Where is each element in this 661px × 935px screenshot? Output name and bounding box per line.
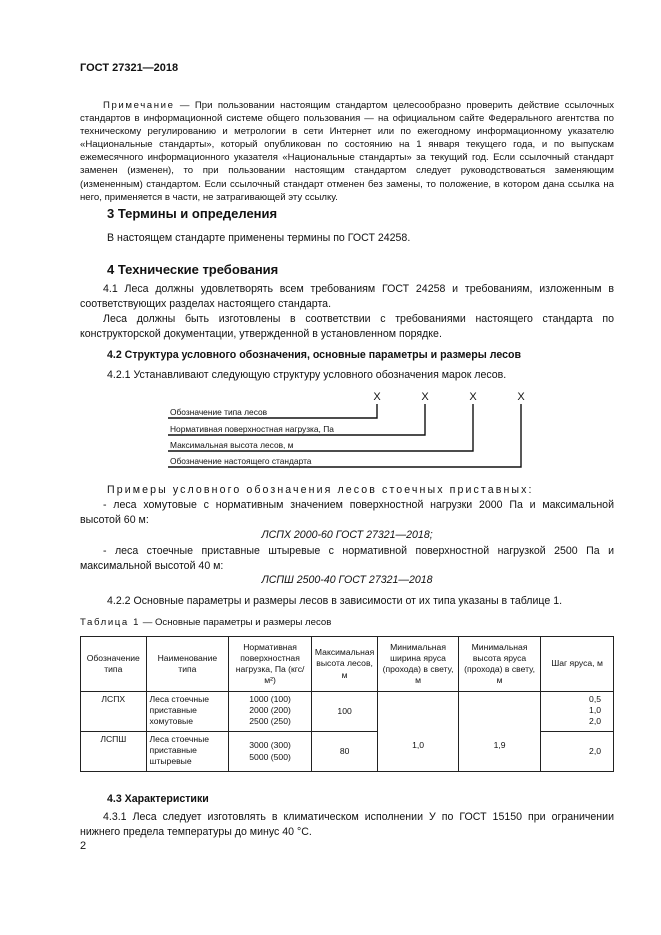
paragraph-4-1-b: Леса должны быть изготовлены в соответствии с требованиями настоящего стандарта по конструкторской документации, утвержденной в установленном порядке. [80, 313, 614, 340]
header-min-width: Минимальная ширина яруса (прохода) в свету, м [378, 637, 459, 692]
designation-structure-diagram [160, 388, 540, 473]
example-2-text: - леса стоечные приставные штыревые с нормативной поверхностной нагрузкой 2500 Па и максимальной высотой 40 м: [80, 545, 614, 572]
table-caption-text: — Основные параметры и размеры лесов [140, 617, 332, 628]
cell-load: 3000 (300) 5000 (500) [229, 732, 312, 772]
examples-title: Примеры условного обозначения лесов стоечных приставных: [107, 484, 534, 496]
header-max-height: Максимальная высота лесов, м [311, 637, 377, 692]
diagram-label-standard: Обозначение настоящего стандарта [170, 456, 312, 466]
section-4-title: 4 Технические требования [107, 262, 279, 277]
header-name: Наименование типа [146, 637, 229, 692]
table-caption [80, 617, 331, 628]
table-row [81, 692, 614, 732]
designation-mark-2: Х [421, 391, 429, 403]
subsection-4-3-title: 4.3 Характеристики [107, 793, 209, 805]
example-1-text: - леса хомутовые с нормативным значением поверхностной нагрузки 2000 Па и максимальной высотой 60 м: [80, 499, 614, 526]
example-2-code: ЛСПШ 2500-40 ГОСТ 27321—2018 [261, 574, 433, 586]
cell-name: Леса стоечные приставные хомутовые [146, 692, 229, 732]
cell-tier-step: 0,5 1,0 2,0 [541, 692, 614, 732]
diagram-label-height: Максимальная высота лесов, м [170, 440, 294, 450]
section-3-title: 3 Термины и определения [107, 206, 278, 221]
paragraph-4-3-1: 4.3.1 Леса следует изготовлять в климатическом исполнении У по ГОСТ 15150 при ограничении нижнего предела температуры до минус 40 °С. [80, 811, 614, 838]
cell-max-height: 100 [311, 692, 377, 732]
cell-max-height: 80 [311, 732, 377, 772]
page-number: 2 [80, 840, 87, 852]
diagram-label-type: Обозначение типа лесов [170, 407, 268, 417]
cell-type: ЛСПШ [81, 732, 147, 772]
header-type: Обозначение типа [81, 637, 147, 692]
designation-mark-3: Х [469, 391, 477, 403]
header-tier-step: Шаг яруса, м [541, 637, 614, 692]
designation-mark-4: Х [517, 391, 525, 403]
paragraph-4-2-2: 4.2.2 Основные параметры и размеры лесов в зависимости от их типа указаны в таблице 1. [107, 595, 563, 607]
designation-mark-1: Х [373, 391, 381, 403]
table-header-row [81, 637, 614, 692]
section-3-text: В настоящем стандарте применены термины по ГОСТ 24258. [107, 232, 411, 244]
cell-load: 1000 (100) 2000 (200) 2500 (250) [229, 692, 312, 732]
reference-note [80, 99, 614, 204]
document-header: ГОСТ 27321—2018 [80, 62, 179, 74]
cell-min-width: 1,0 [378, 692, 459, 772]
paragraph-4-2-1: 4.2.1 Устанавливают следующую структуру условного обозначения марок лесов. [107, 369, 507, 381]
header-load: Нормативная поверхностная нагрузка, Па (кгс/м²) [229, 637, 312, 692]
cell-type: ЛСПХ [81, 692, 147, 732]
cell-name: Леса стоечные приставные штыревые [146, 732, 229, 772]
note-text: — При пользовании настоящим стандартом целесообразно проверить действие ссылочных стандартов в информационной системе общего пользования — на официальном сайте Федерального агентства по техническому регулированию и метрологии в сети Интернет или по ежегодному информационному указателю «Национальные стандарты», который опубликован по состоянию на 1 января текущего года, и по выпускам ежемесячного информационного указателя «Национальные стандарты» за текущий год. Если ссылочный стандарт заменен (изменен), то при пользовании настоящим стандартом следует руководствоваться заменяющим (измененным) стандартом. Если ссылочный стандарт отменен без замены, то положение, в котором дана ссылка на него, применяется в части, не затрагивающей эту ссылку. [80, 100, 614, 203]
cell-min-tier-height: 1,9 [458, 692, 540, 772]
header-min-tier-height: Минимальная высота яруса (прохода) в свету, м [458, 637, 540, 692]
parameters-table [80, 636, 614, 772]
note-label: Примечание [103, 100, 175, 111]
table-caption-label: Таблица 1 [80, 617, 141, 628]
cell-tier-step: 2,0 [541, 732, 614, 772]
example-1-code: ЛСПХ 2000-60 ГОСТ 27321—2018; [261, 529, 433, 541]
paragraph-4-1: 4.1 Леса должны удовлетворять всем требованиям ГОСТ 24258 и требованиям, изложенным в соответствующих разделах настоящего стандарта. [80, 283, 614, 310]
subsection-4-2-title: 4.2 Структура условного обозначения, основные параметры и размеры лесов [107, 349, 521, 361]
diagram-label-load: Нормативная поверхностная нагрузка, Па [170, 424, 334, 434]
